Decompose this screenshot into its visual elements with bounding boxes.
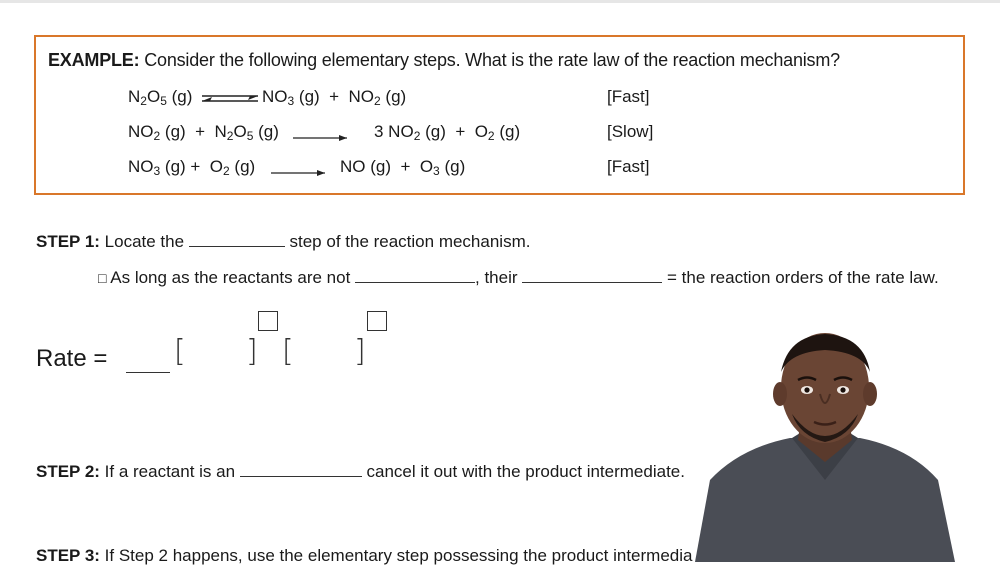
subpoint-text-2: , their <box>475 268 523 287</box>
step-3-label: STEP 3: <box>36 546 100 565</box>
subpoint-blank-2[interactable] <box>522 268 662 283</box>
reaction-1-speed: [Fast] <box>607 87 650 106</box>
example-question-text: Consider the following elementary steps. What is the rate law of the reaction mechanism? <box>139 50 840 70</box>
step-1 <box>36 232 530 252</box>
presenter-video <box>680 330 970 562</box>
close-bracket-1: ] <box>246 334 258 369</box>
forward-arrow-icon <box>291 128 349 148</box>
step-1-text-after: step of the reaction mechanism. <box>284 232 531 251</box>
reaction-row-1 <box>36 87 936 113</box>
open-bracket-2: [ <box>282 334 294 369</box>
subpoint-blank-1[interactable] <box>355 268 475 283</box>
open-bracket-1: [ <box>174 334 186 369</box>
reaction-row-3 <box>36 157 936 183</box>
equilibrium-arrow-icon <box>200 91 260 111</box>
step-1-subpoint <box>98 268 939 288</box>
step-1-label: STEP 1: <box>36 232 100 251</box>
step-1-blank[interactable] <box>189 232 285 247</box>
forward-arrow-icon <box>269 163 327 183</box>
reaction-2-speed: [Slow] <box>607 122 654 141</box>
reaction-3-reactants: $NO_3$ $(g) + O_2$ (g) <box>128 157 256 178</box>
reaction-row-2 <box>36 122 936 148</box>
rate-constant-blank[interactable] <box>126 372 170 373</box>
step-3-text: If Step 2 happens, use the elementary step possessing the product intermedia <box>99 546 693 565</box>
reaction-1-reactants: $N_2O_5$ (g) <box>128 87 193 108</box>
step-2-text-after: cancel it out with the product intermediate. <box>361 462 685 481</box>
example-question <box>48 50 840 71</box>
step-2 <box>36 462 685 482</box>
reaction-3-products: NO $(g) + O_3$ (g) <box>340 157 466 178</box>
rate-label: Rate = <box>36 345 108 372</box>
checkbox-icon: □ <box>98 270 107 286</box>
example-label: EXAMPLE: <box>48 50 140 70</box>
close-bracket-2: ] <box>354 334 366 369</box>
subpoint-text-3: = the reaction orders of the rate law. <box>662 268 939 287</box>
step-3 <box>36 546 692 566</box>
reaction-2-reactants: $NO_2$ $(g) + N_2O_5$ (g) <box>128 122 279 143</box>
reaction-1-products: $NO_3$ $(g) + NO_2$ (g) <box>262 87 407 108</box>
exponent-box-2[interactable] <box>367 311 387 331</box>
step-1-text: Locate the <box>99 232 189 251</box>
reaction-3-speed: [Fast] <box>607 157 650 176</box>
example-box <box>34 35 965 195</box>
step-2-blank[interactable] <box>240 462 362 477</box>
subpoint-text-1: As long as the reactants are not <box>106 268 356 287</box>
reaction-2-products: 3 $NO_2$ $(g) + O_2$ (g) <box>374 122 521 143</box>
step-2-label: STEP 2: <box>36 462 100 481</box>
step-2-text: If a reactant is an <box>99 462 240 481</box>
exponent-box-1[interactable] <box>258 311 278 331</box>
top-divider <box>0 0 1000 3</box>
